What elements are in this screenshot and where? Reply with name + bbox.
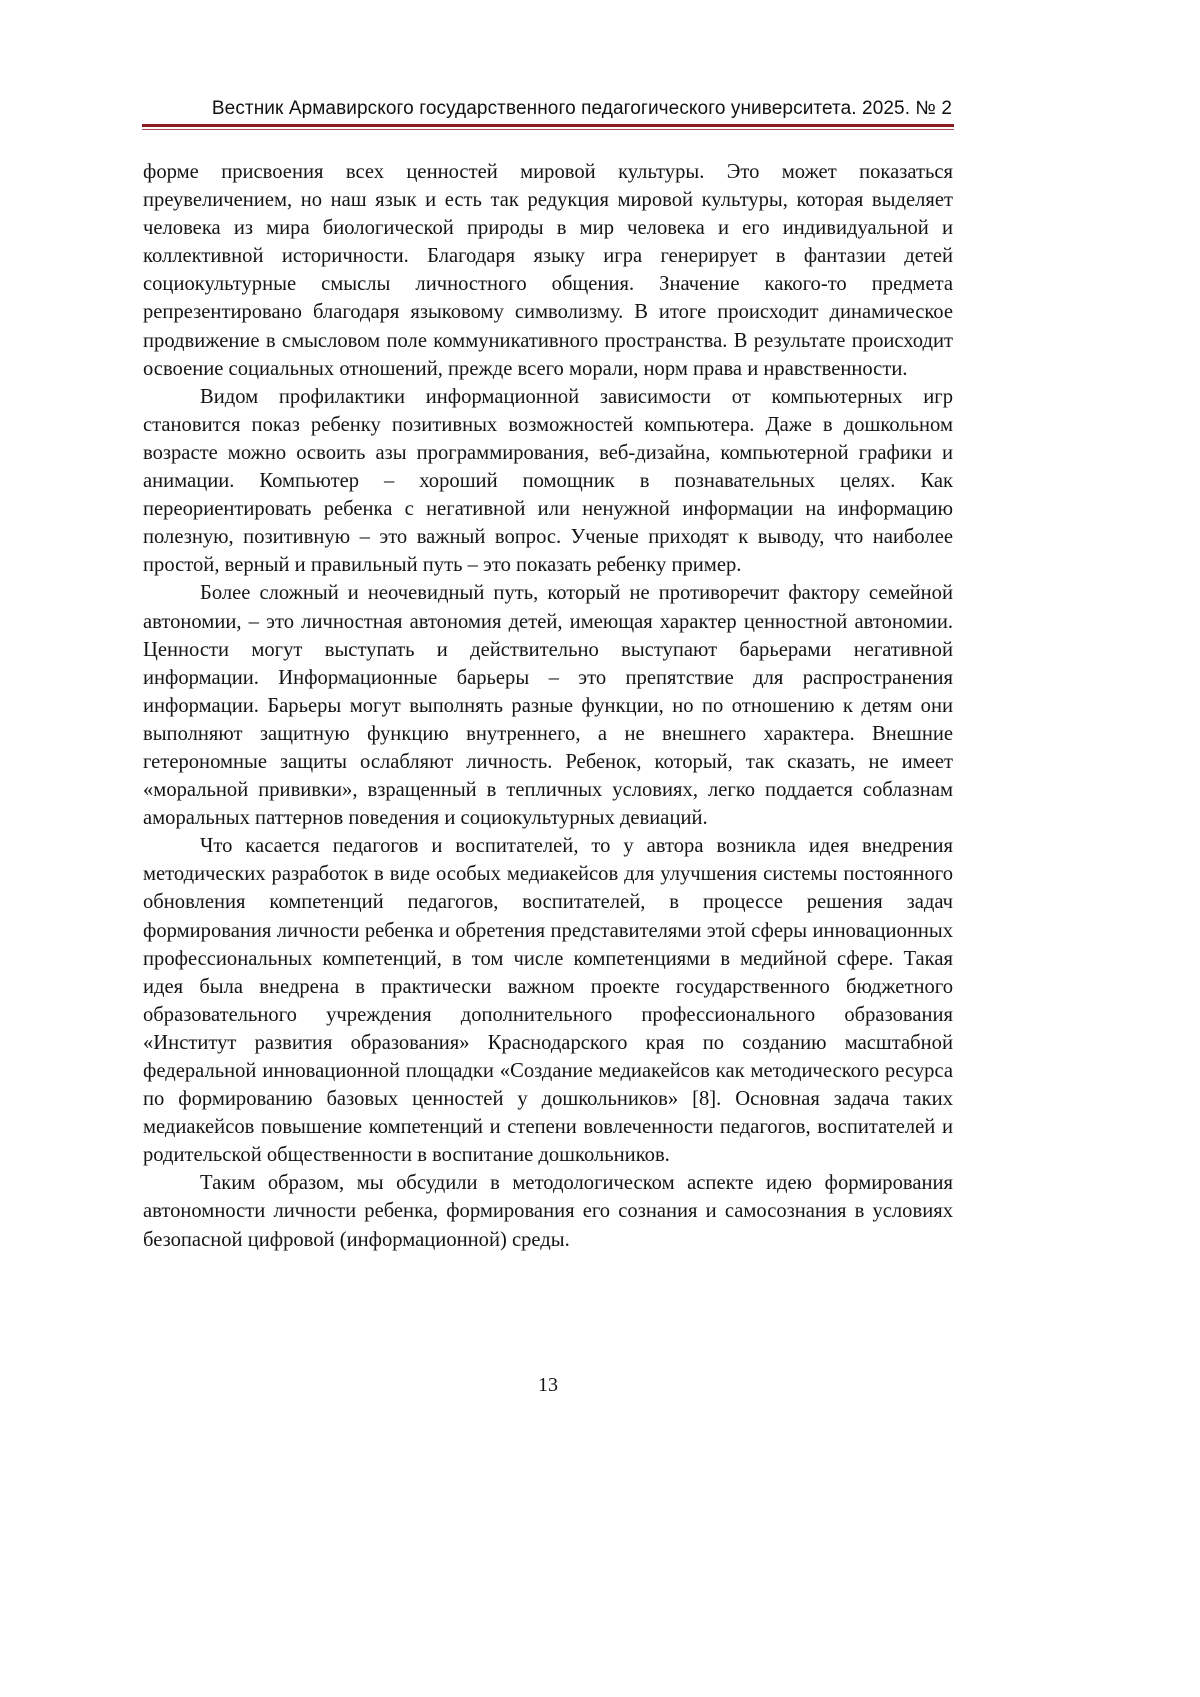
article-body xyxy=(143,158,953,1254)
header-divider-thin xyxy=(142,129,954,130)
paragraph-continued: форме присвоения всех ценностей мировой культуры. Это может показаться преувеличением, но наш язык и есть так редукция мировой культуры, которая выделяет человека из мира биологической природы в мир человека и его инди­видуальной и коллективной историчности. Благодаря языку игра генерирует в фантазии детей социокультурные смыслы личностного общения. Значение какого-то предмета репрезентировано благодаря языковому символизму. В итоге происходит динамическое продвижение в смысловом поле коммуникативного пространства. В результате происходит освоение социальных отношений, прежде всего морали, норм права и нравственности. xyxy=(143,158,953,383)
paragraph-autonomy: Более сложный и неочевидный путь, который не противоречит фактору семейной автономии, – это личностная автономия детей, имеющая характер ценностной автономии. Ценности могут выступать и действительно выступа­ют барьерами негативной информации. Информационные барьеры – это пре­пятствие для распространения информации. Барьеры могут выполнять разные функции, но по отношению к детям они выполняют защитную функцию внут­реннего, а не внешнего характера. Внешние гетерономные защиты ослабляют личность. Ребенок, который, так сказать, не имеет «моральной прививки», взращенный в тепличных условиях, легко поддается соблазнам аморальных паттернов поведения и социокультурных девиаций. xyxy=(143,579,953,832)
paragraph-prevention: Видом профилактики информационной зависимости от компьютерных игр становится показ ребенку позитивных возможностей компьютера. Даже в дошкольном возрасте можно освоить азы программирования, веб-дизайна, компьютерной графики и анимации. Компьютер – хороший помощник в позна­вательных целях. Как переориентировать ребенка с негативной или ненужной информации на информацию полезную, позитивную – это важный вопрос. Ученые приходят к выводу, что наиболее простой, верный и правильный путь – это показать ребенку пример. xyxy=(143,383,953,580)
page-number: 13 xyxy=(0,1374,1096,1397)
document-page xyxy=(0,0,1200,1697)
paragraph-teachers: Что касается педагогов и воспитателей, то у автора возникла идея внедре­ния методических разработок в виде особых медиакейсов для улучшения систе­мы постоянного обновления компетенций педагогов, воспитателей, в процессе решения задач формирования личности ребенка и обретения представителями этой сферы инновационных профессиональных компетенций, в том числе ком­петенциями в медийной сфере. Такая идея была внедрена в практически важном проекте государственного бюджетного образовательного учреждения дополни­тельного профессионального образования «Институт развития образования» Краснодарского края по созданию масштабной федеральной инновационной площадки «Создание медиакейсов как методического ресурса по формированию базовых ценностей у дошкольников» [8]. Основная задача таких медиакейсов повышение компетенций и степени вовлеченности педагогов, воспитателей и ро­дительской общественности в воспитание дошкольников. xyxy=(143,832,953,1169)
journal-running-header: Вестник Армавирского государственного педагогического университета. 2025. № 2 xyxy=(142,98,952,128)
paragraph-conclusion: Таким образом, мы обсудили в методологическом аспекте идею фор­мирования автономности личности ребенка, формирования его сознания и самосознания в условиях безопасной цифровой (информационной) среды. xyxy=(143,1169,953,1253)
header-divider-thick xyxy=(142,124,954,127)
